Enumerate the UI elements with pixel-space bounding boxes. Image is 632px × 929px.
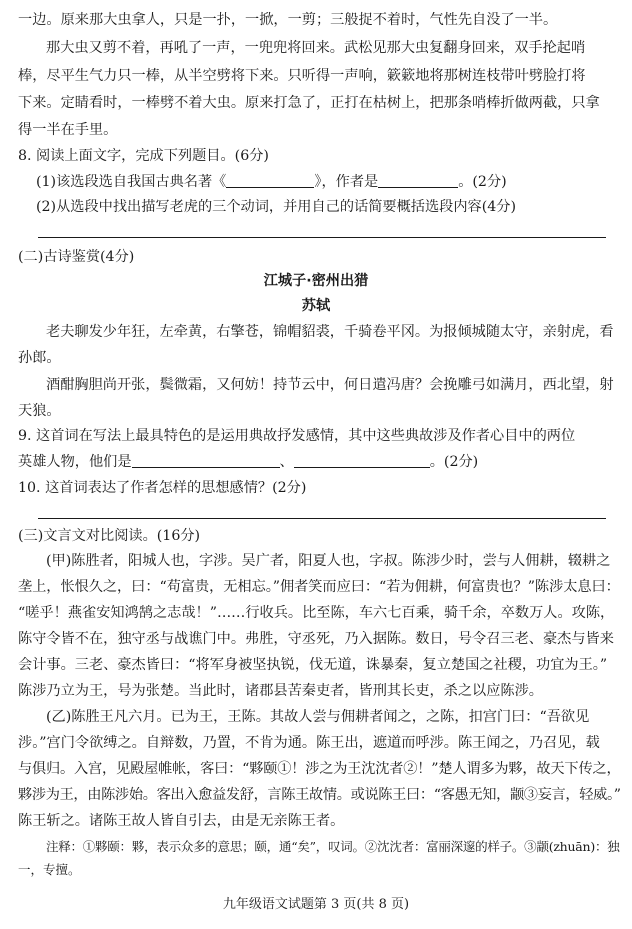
- q8-p1-text-a: (1)该选段选自我国古典名著《: [36, 174, 227, 190]
- answer-line-q10[interactable]: [38, 518, 606, 519]
- yi-line: (乙)陈胜王凡六月。已为王，王陈。其故人尝与佣耕者闻之，之陈，扣宫门曰：“吾欲见: [46, 709, 590, 725]
- q8-p1-text-b: 》，作者是: [314, 174, 379, 190]
- yi-line: 与俱归。入宫，见殿屋帷帐，客曰：“夥颐①！涉之为王沈沈者②！”楚人谓多为夥，故天下传之，: [18, 761, 621, 777]
- page-footer: 九年级语文试题第 3 页(共 8 页): [222, 897, 410, 912]
- jia-line: 垄上，怅恨久之，曰：“苟富贵，无相忘。”佣者笑而应曰：“若为佣耕，何富贵也？”陈涉太息曰：: [18, 579, 620, 595]
- question-8-part-1: [36, 172, 507, 192]
- answer-blank-author[interactable]: [378, 173, 458, 188]
- poem-title: 江城子·密州出猎: [263, 273, 369, 289]
- question-9-line-1: 9. 这首词在写法上最具特色的是运用典故抒发感情，其中这些典故涉及作者心目中的两位: [18, 428, 576, 444]
- poem-line: 老夫聊发少年狂，左牵黄，右擎苍，锦帽貂裘，千骑卷平冈。为报倾城随太守，亲射虎，看: [46, 324, 614, 340]
- question-9-line-2: [18, 452, 478, 472]
- jia-line: 陈涉乃立为王，号为张楚。当此时，诸郡县苦秦吏者，皆刑其长吏，杀之以应陈涉。: [18, 683, 543, 699]
- annotation-line: 注释：①夥颐：夥，表示众多的意思；颐，通“矣”，叹词。②沈沈者：富丽深邃的样子。③颛(zhuān)：独: [46, 839, 620, 854]
- q8-p1-text-c: 。(2分): [458, 174, 507, 190]
- passage-line: 棒，尽平生气力只一棒，从半空劈将下来。只听得一声响，簌簌地将那树连枝带叶劈脸打将: [18, 68, 586, 84]
- annotation-line: 一，专擅。: [18, 862, 81, 877]
- poem-author: 苏轼: [301, 298, 331, 314]
- section-2-heading: (二)古诗鉴赏(4分): [18, 249, 135, 265]
- section-3-heading: (三)文言文对比阅读。(16分): [18, 528, 201, 544]
- q9-text-a: 英雄人物，他们是: [18, 454, 132, 470]
- passage-line: 那大虫又剪不着，再吼了一声，一兜兜将回来。武松见那大虫复翻身回来，双手抡起哨: [46, 40, 586, 56]
- jia-line: “嗟乎！燕雀安知鸿鹄之志哉！”……行收兵。比至陈，车六七百乘，骑千余，卒数万人。攻陈，: [18, 605, 615, 621]
- question-8-title: 8. 阅读上面文字，完成下列题目。(6分): [18, 148, 269, 164]
- answer-line-q8[interactable]: [38, 237, 606, 238]
- poem-line: 孙郎。: [18, 350, 61, 366]
- jia-line: 陈守令皆不在，独守丞与战谯门中。弗胜，守丞死，乃入据陈。数日，号令召三老、豪杰与皆来: [18, 631, 614, 647]
- question-10: 10. 这首词表达了作者怎样的思想感情？(2分): [18, 480, 307, 496]
- jia-line: 会计事。三老、豪杰皆曰：“将军身被坚执锐，伐无道，诛暴秦，复立楚国之社稷，功宜为王。”: [18, 657, 608, 673]
- poem-line: 酒酣胸胆尚开张，鬓微霜，又何妨！持节云中，何日遣冯唐？会挽雕弓如满月，西北望，射: [46, 377, 614, 393]
- jia-line: (甲)陈胜者，阳城人也，字涉。吴广者，阳夏人也，字叔。陈涉少时，尝与人佣耕，辍耕之: [46, 553, 611, 569]
- answer-blank-hero-2[interactable]: [294, 453, 430, 468]
- yi-line: 陈王斩之。诸陈王故人皆自引去，由是无亲陈王者。: [18, 813, 345, 829]
- passage-line: 一边。原来那大虫拿人，只是一扑，一掀，一剪；三般捉不着时，气性先自没了一半。: [18, 12, 558, 28]
- question-8-part-2: (2)从选段中找出描写老虎的三个动词，并用自己的话简要概括选段内容(4分): [36, 199, 517, 215]
- passage-line: 得一半在手里。: [18, 122, 118, 138]
- answer-blank-book[interactable]: [226, 173, 314, 188]
- q9-text-b: 、: [279, 454, 294, 470]
- passage-line: 下来。定睛看时，一棒劈不着大虫。原来打急了，正打在枯树上，把那条哨棒折做两截，只拿: [18, 95, 600, 111]
- yi-line: 涉。”宫门令欲缚之。自辩数，乃置，不肯为通。陈王出，遮道而呼涉。陈王闻之，乃召见，载: [18, 735, 600, 751]
- yi-line: 夥涉为王，由陈涉始。客出入愈益发舒，言陈王故情。或说陈王曰：“客愚无知，颛③妄言，轻威。”: [18, 787, 621, 803]
- q9-text-c: 。(2分): [429, 454, 479, 470]
- answer-blank-hero-1[interactable]: [132, 453, 280, 468]
- poem-line: 天狼。: [18, 403, 61, 419]
